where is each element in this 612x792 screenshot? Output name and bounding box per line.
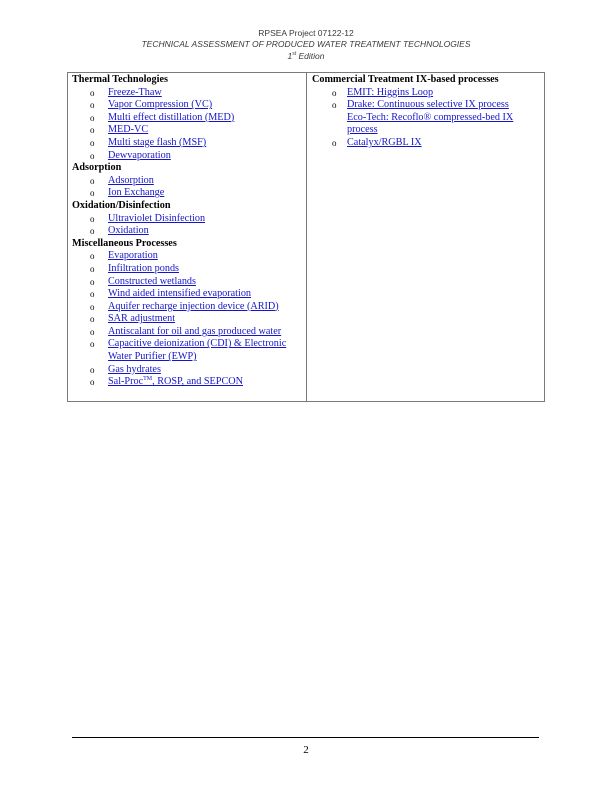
bullet-icon: o: [90, 364, 95, 375]
section-heading-oxidation: Oxidation/Disinfection: [72, 199, 171, 211]
list-item: [72, 288, 304, 301]
link-freeze-thaw[interactable]: Freeze-Thaw: [108, 86, 162, 98]
bullet-icon: o: [90, 289, 95, 300]
list-item: [72, 99, 304, 112]
bullet-icon: o: [90, 213, 95, 224]
link-multi-stage-flash[interactable]: Multi stage flash (MSF): [108, 136, 207, 148]
link-capacitive-deionization[interactable]: Capacitive deionization (CDI) & Electronic: [108, 338, 287, 350]
sal-proc-rest-text: , ROSP, and SEPCON: [152, 376, 243, 388]
link-dewvaporation[interactable]: Dewvaporation: [108, 149, 171, 161]
list-item: [72, 364, 304, 377]
bullet-icon: o: [90, 263, 95, 274]
link-sal-proc[interactable]: [108, 376, 243, 387]
bullet-icon: o: [332, 100, 337, 111]
bullet-icon: o: [90, 175, 95, 186]
link-med-vc[interactable]: MED-VC: [108, 124, 149, 136]
bullet-icon: o: [332, 87, 337, 98]
list-item: [72, 313, 304, 326]
link-ultraviolet-disinfection[interactable]: Ultraviolet Disinfection: [108, 212, 206, 224]
list-item: [72, 263, 304, 276]
bullet-icon: o: [90, 87, 95, 98]
bullet-icon: o: [90, 314, 95, 325]
edition-word: Edition: [296, 51, 325, 61]
bullet-icon: o: [90, 188, 95, 199]
link-drake-continuous-ix[interactable]: Drake: Continuous selective IX process: [347, 99, 509, 111]
link-oxidation[interactable]: Oxidation: [108, 225, 149, 237]
list-item: [72, 376, 304, 389]
list-item: [72, 301, 304, 314]
link-infiltration-ponds[interactable]: Infiltration ponds: [108, 262, 180, 274]
link-sar-adjustment[interactable]: SAR adjustment: [108, 313, 176, 325]
list-item: [72, 187, 304, 200]
link-gas-hydrates[interactable]: Gas hydrates: [108, 363, 161, 375]
link-vapor-compression[interactable]: Vapor Compression (VC): [108, 99, 213, 111]
list-item: [72, 225, 304, 238]
trademark-superscript: TM: [143, 376, 153, 383]
list-item: [312, 99, 542, 137]
list-item: [312, 137, 542, 150]
list-item: [72, 250, 304, 263]
running-header-project: RPSEA Project 07122-12: [258, 28, 354, 38]
list-item: [72, 87, 304, 100]
link-eco-tech-recoflo-cont[interactable]: process: [347, 124, 378, 136]
page-number: 2: [303, 744, 309, 756]
link-capacitive-deionization-cont[interactable]: Water Purifier (EWP): [108, 351, 197, 363]
link-adsorption[interactable]: Adsorption: [108, 174, 154, 186]
bullet-icon: o: [90, 251, 95, 262]
list-item: [72, 326, 304, 339]
bullet-icon: o: [90, 100, 95, 111]
list-item: [72, 338, 304, 363]
list-item: [72, 150, 304, 163]
link-catalyx-rgbl-ix[interactable]: Catalyx/RGBL IX: [347, 136, 422, 148]
section-heading-commercial-ix: Commercial Treatment IX-based processes: [312, 74, 499, 85]
link-eco-tech-recoflo[interactable]: Eco-Tech: Recoflo® compressed-bed IX: [347, 111, 514, 123]
edition-superscript: st: [292, 51, 297, 57]
bullet-icon: o: [90, 150, 95, 161]
table-column-divider: [306, 72, 307, 402]
list-item: [72, 124, 304, 137]
link-emit-higgins-loop[interactable]: EMIT: Higgins Loop: [347, 86, 434, 98]
table-left-column: [72, 74, 304, 389]
link-evaporation[interactable]: Evaporation: [108, 250, 158, 262]
section-heading-thermal: Thermal Technologies: [72, 74, 168, 85]
bullet-icon: o: [332, 137, 337, 148]
bullet-icon: o: [90, 226, 95, 237]
list-item: [312, 87, 542, 100]
bullet-icon: o: [90, 377, 95, 388]
sal-proc-text: Sal-Proc: [108, 376, 144, 388]
bullet-icon: o: [90, 301, 95, 312]
link-constructed-wetlands[interactable]: Constructed wetlands: [108, 275, 196, 287]
link-wind-aided-evaporation[interactable]: Wind aided intensified evaporation: [108, 288, 252, 300]
list-item: [72, 276, 304, 289]
link-aquifer-recharge[interactable]: Aquifer recharge injection device (ARID): [108, 300, 279, 312]
list-item: [72, 213, 304, 226]
bullet-icon: o: [90, 276, 95, 287]
bullet-icon: o: [90, 112, 95, 123]
running-header-edition: [0, 49, 612, 62]
section-heading-miscellaneous: Miscellaneous Processes: [72, 237, 177, 249]
list-item: [72, 112, 304, 125]
running-header-title: TECHNICAL ASSESSMENT OF PRODUCED WATER TREATMENT TECHNOLOGIES: [141, 39, 471, 49]
bullet-icon: o: [90, 125, 95, 136]
link-antiscalant[interactable]: Antiscalant for oil and gas produced water: [108, 325, 282, 337]
list-item: [72, 175, 304, 188]
bullet-icon: o: [90, 326, 95, 337]
footer-rule: [72, 737, 539, 738]
table-right-column: [312, 74, 542, 150]
list-item: [72, 137, 304, 150]
link-ion-exchange[interactable]: Ion Exchange: [108, 187, 165, 199]
bullet-icon: o: [90, 137, 95, 148]
link-multi-effect-distillation[interactable]: Multi effect distillation (MED): [108, 111, 235, 123]
edition-number: 1: [287, 51, 293, 61]
bullet-icon: o: [90, 339, 95, 350]
section-heading-adsorption: Adsorption: [72, 162, 122, 174]
